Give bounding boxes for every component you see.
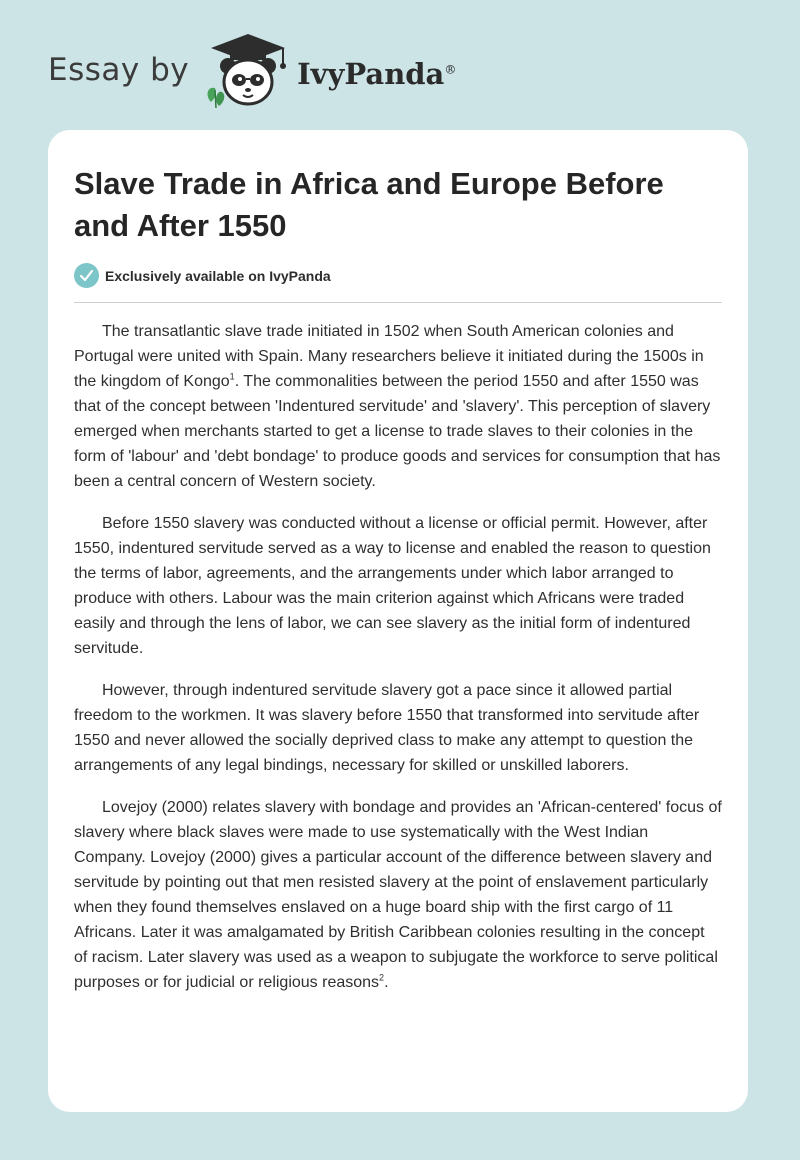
exclusive-badge-text: Exclusively available on IvyPanda <box>105 267 331 284</box>
essay-title: Slave Trade in Africa and Europe Before and After 1550 <box>74 166 664 243</box>
paragraph-2: Before 1550 slavery was conducted without a license or official permit. However, after 1550, indentured servitude served as a way to license and enabled the reason to question the terms of labor, agreements, and the arrangements under which labor arranged to produce with others. Labour was the main criterion against which Africans were traded easily and through the lens of labor, we can see slavery as the initial form of indentured servitude. <box>74 515 711 657</box>
essay-body <box>74 319 722 1012</box>
site-header <box>48 30 456 110</box>
paragraph-3: However, through indentured servitude slavery got a pace since it allowed partial freedom to the workmen. It was slavery before 1550 that transformed into servitude after 1550 and never allowed the socially deprived class to make any attempt to question the arrangements of any legal bindings, necessary for skilled or unskilled laborers. <box>74 682 700 774</box>
check-circle-icon <box>74 263 99 288</box>
essay-card <box>48 130 748 1112</box>
brand-name[interactable]: IvyPanda® <box>297 57 457 91</box>
panda-graduate-logo-icon[interactable] <box>203 30 293 110</box>
trademark-symbol: ® <box>444 62 457 77</box>
paragraph-1: The transatlantic slave trade initiated in 1502 when South American colonies and Portugal were united with Spain. Many researchers believe it initiated during the 1500s in the kingdom of Kongo$^1$. The commonalities between the period 1550 and after 1550 was that of the concept between 'Indentured servitude' and 'slavery'. This perception of slavery emerged when merchants started to get a license to trade slaves to their colonies in the form of 'labour' and 'debt bondage' to produce goods and services for consumption that has been a central concern of Western society. <box>74 323 721 490</box>
footnote-ref-1[interactable]: 1 <box>229 371 235 382</box>
footnote-ref-2[interactable]: 2 <box>379 972 385 983</box>
title-divider <box>74 302 722 303</box>
essay-by-label: Essay by <box>48 52 190 88</box>
paragraph-4: Lovejoy (2000) relates slavery with bondage and provides an 'African-centered' focus of slavery where black slaves were made to use systematically with the West Indian Company. Lovejoy (2000) gives a particular account of the difference between slavery and servitude by pointing out that men resisted slavery at the point of enslavement particularly when they found themselves enslaved on a huge board ship with the first cargo of 11 Africans. Later it was amalgamated by British Caribbean colonies resulting in the concept of racism. Later slavery was used as a weapon to subjugate the workforce to serve political purposes or for judicial or religious reasons$^2$. <box>74 799 722 991</box>
exclusive-badge <box>74 263 331 288</box>
